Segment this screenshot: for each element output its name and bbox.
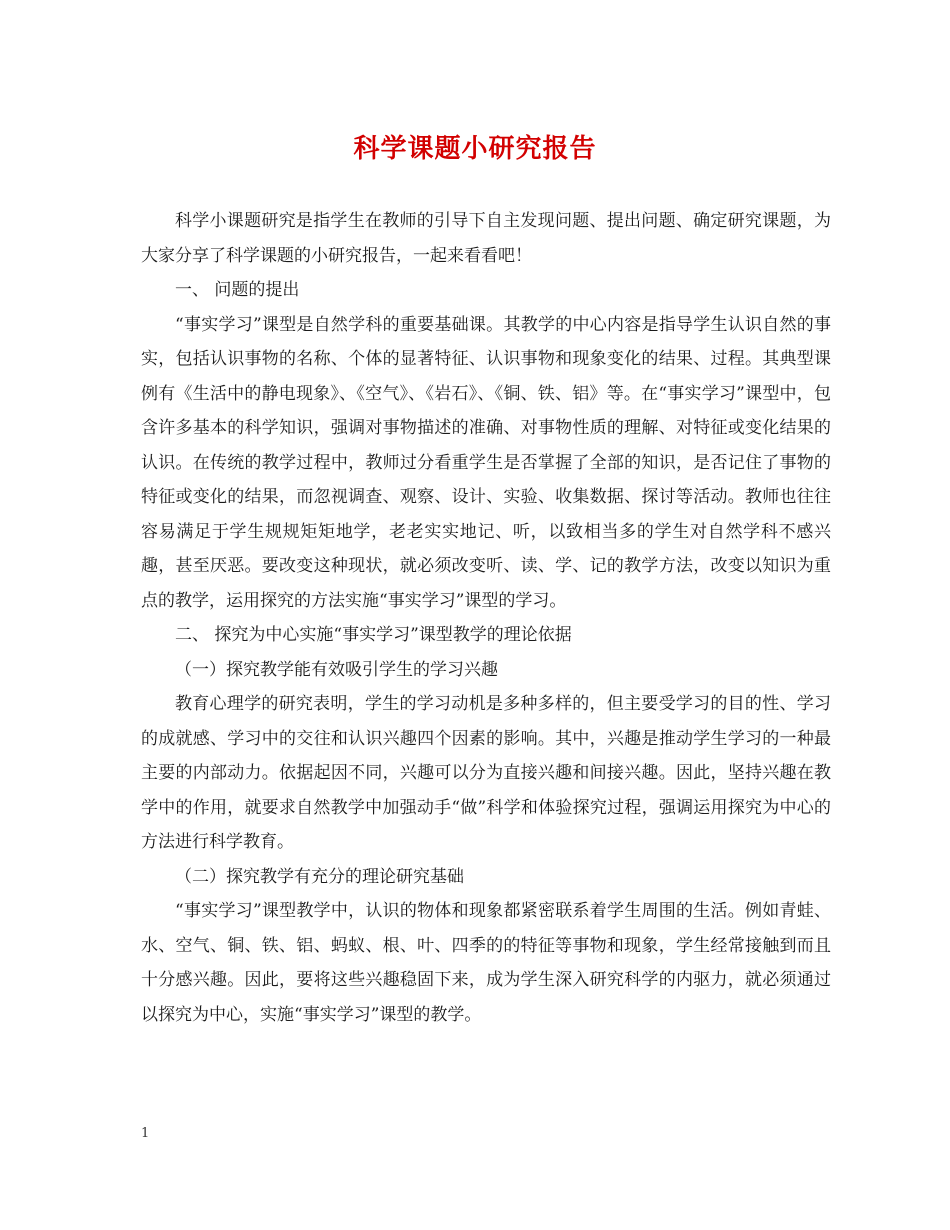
subsection-heading-2-2: （二）探究教学有充分的理论研究基础 bbox=[175, 866, 464, 887]
section-1-paragraph: “事实学习”课型是自然学科的重要基础课。其教学的中心内容是指导学生认识自然的事实，包括认识事物的名称、个体的显著特征、认识事物和现象变化的结果、过程。其典型课例有《生活中的静电现象》、《空气》、《岩石》、《铜、铁、铝》等。在“事实学习”课型中，包含许多基本的科学知识，强调对事物描述的准确、对事物性质的理解、对特征或变化结果的认识。在传统的教学过程中，教师过分看重学生是否掌握了全部的知识，是否记住了事物的特征或变化的结果，而忽视调查、观察、设计、实验、收集数据、探讨等活动。教师也往往容易满足于学生规规矩矩地学，老老实实地记、听，以致相当多的学生对自然学科不感兴趣，甚至厌恶。要改变这种现状，就必须改变听、读、学、记的教学方法，改变以知识为重点的教学，运用探究的方法实施“事实学习”课型的学习。 bbox=[141, 314, 831, 611]
subsection-2-2-paragraph: “事实学习”课型教学中，认识的物体和现象都紧密联系着学生周围的生活。例如青蛙、水、空气、铜、铁、铝、蚂蚁、根、叶、四季的的特征等事物和现象，学生经常接触到而且十分感兴趣。因此，要将这些兴趣稳固下来，成为学生深入研究科学的内驱力，就必须通过以探究为中心，实施“事实学习”课型的教学。 bbox=[141, 901, 831, 1025]
subsection-2-1-paragraph: 教育心理学的研究表明，学生的学习动机是多种多样的，但主要受学习的目的性、学习的成就感、学习中的交往和认识兴趣四个因素的影响。其中，兴趣是推动学生学习的一种最主要的内部动力。依据起因不同，兴趣可以分为直接兴趣和间接兴趣。因此，坚持兴趣在教学中的作用，就要求自然教学中加强动手“做”科学和体验探究过程，强调运用探究为中心的方法进行科学教育。 bbox=[141, 694, 831, 852]
section-heading-1: 一、 问题的提出 bbox=[175, 280, 300, 300]
page-number: 1 bbox=[141, 1126, 150, 1141]
subsection-heading-2-1: （一）探究教学能有效吸引学生的学习兴趣 bbox=[175, 659, 498, 680]
section-heading-2: 二、 探究为中心实施“事实学习”课型教学的理论依据 bbox=[175, 625, 572, 645]
document-title: 科学课题小研究报告 bbox=[353, 134, 597, 164]
intro-paragraph: 科学小课题研究是指学生在教师的引导下自主发现问题、提出问题、确定研究课题，为大家分享了科学课题的小研究报告，一起来看看吧！ bbox=[141, 211, 831, 266]
document-body bbox=[141, 204, 831, 1032]
